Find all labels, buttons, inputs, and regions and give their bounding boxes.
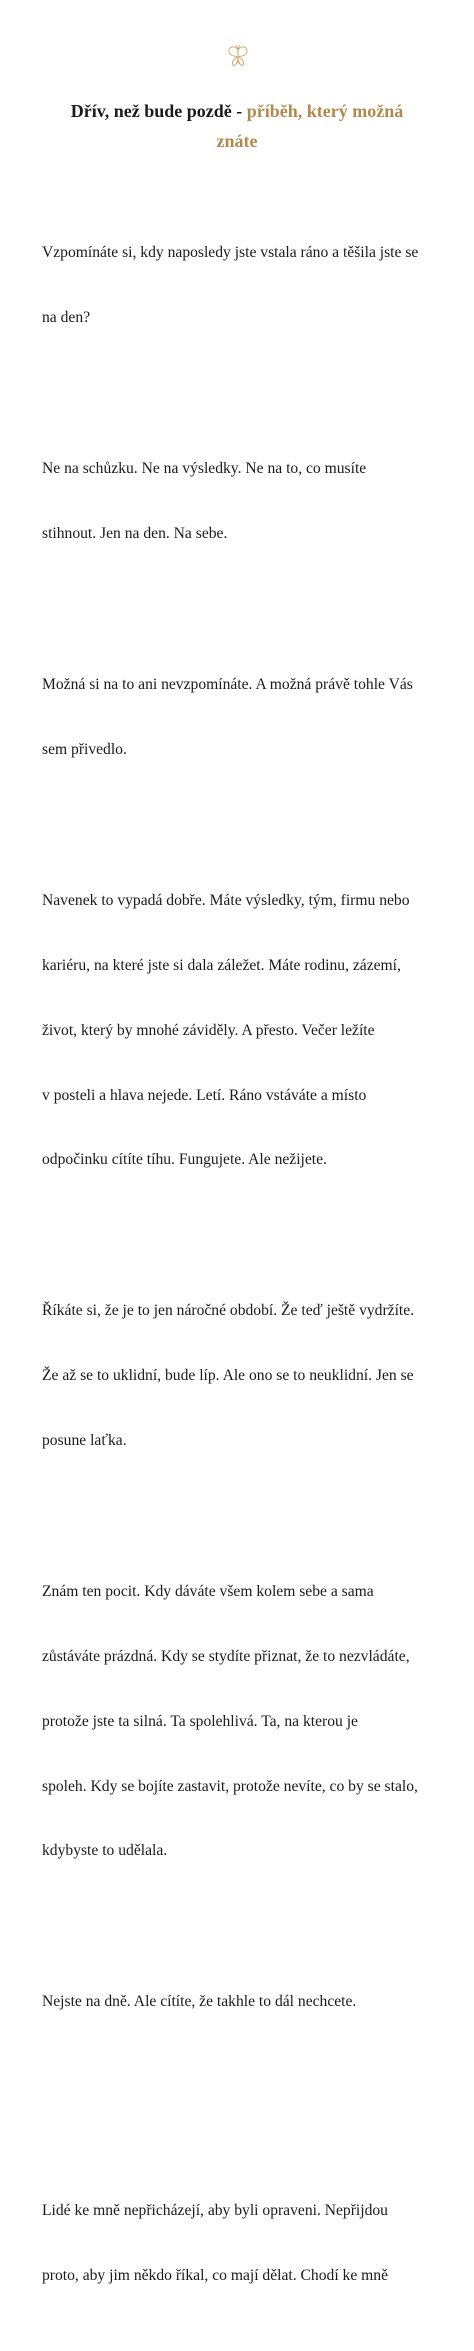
text-line: Vzpomínáte si, kdy naposledy jste vstala ráno a těšila jste se xyxy=(42,244,419,262)
text-line: v posteli a hlava nejede. Letí. Ráno vstáváte a místo xyxy=(42,1086,367,1104)
text-line: Navenek to vypadá dobře. Máte výsledky, tým, firmu nebo xyxy=(42,892,410,910)
title-line-1 xyxy=(40,96,434,126)
text-line: odpočinku cítíte tíhu. Fungujete. Ale nežijete. xyxy=(42,1151,327,1169)
butterfly-icon xyxy=(226,44,250,70)
text-line: Ne na schůzku. Ne na výsledky. Ne na to, co musíte xyxy=(42,460,367,478)
text-line: kdybyste to udělala. xyxy=(42,1842,168,1860)
title-line-2 xyxy=(40,126,434,156)
text-line: Možná si na to ani nevzpomínáte. A možná právě tohle Vás xyxy=(42,676,413,694)
text-line: protože jste ta silná. Ta spolehlivá. Ta, na kterou je xyxy=(42,1712,358,1730)
paragraph xyxy=(42,1257,438,1495)
paragraph-gap xyxy=(42,2099,438,2113)
paragraph xyxy=(42,1948,438,2056)
paragraph xyxy=(42,1538,438,1905)
paragraph xyxy=(42,631,438,804)
text-line: Znám ten pocit. Kdy dáváte všem kolem sebe a sama xyxy=(42,1583,374,1601)
text-line: kariéru, na které jste si dala záležet. Máte rodinu, zázemí, xyxy=(42,956,401,974)
text-line: posune laťka. xyxy=(42,1432,127,1450)
article-body xyxy=(42,156,438,2351)
page-title xyxy=(40,96,434,156)
text-line: Že až se to uklidní, bude líp. Ale ono se to neuklidní. Jen se xyxy=(42,1367,414,1385)
paragraph xyxy=(42,415,438,588)
text-line: zůstáváte prázdná. Kdy se stydíte přiznat, že to nezvládáte, xyxy=(42,1647,410,1665)
logo xyxy=(226,44,250,70)
text-line: na den? xyxy=(42,309,91,327)
text-line: Lidé ke mně nepřicházejí, aby byli opraveni. Nepřijdou xyxy=(42,2201,388,2219)
paragraph xyxy=(42,199,438,372)
text-line: stihnout. Jen na den. Na sebe. xyxy=(42,525,228,543)
text-line: spoleh. Kdy se bojíte zastavit, protože nevíte, co by se stalo, xyxy=(42,1777,418,1795)
text-line: Říkáte si, že je to jen náročné období. Že teď ještě vydržíte. xyxy=(42,1302,415,1320)
text-line: život, který by mnohé záviděly. A přesto. Večer ležíte xyxy=(42,1021,375,1039)
title-main: Dřív, než bude pozdě - xyxy=(70,101,247,121)
text-line: proto, aby jim někdo říkal, co mají dělat. Chodí ke mně xyxy=(42,2266,389,2284)
text-line: sem přivedlo. xyxy=(42,741,127,759)
paragraph xyxy=(42,2157,438,2330)
title-accent-2: znáte xyxy=(216,131,258,151)
paragraph xyxy=(42,847,438,1214)
title-accent-1: příběh, který možná xyxy=(246,101,404,121)
text-line: Nejste na dně. Ale cítíte, že takhle to dál nechcete. xyxy=(42,1993,357,2011)
